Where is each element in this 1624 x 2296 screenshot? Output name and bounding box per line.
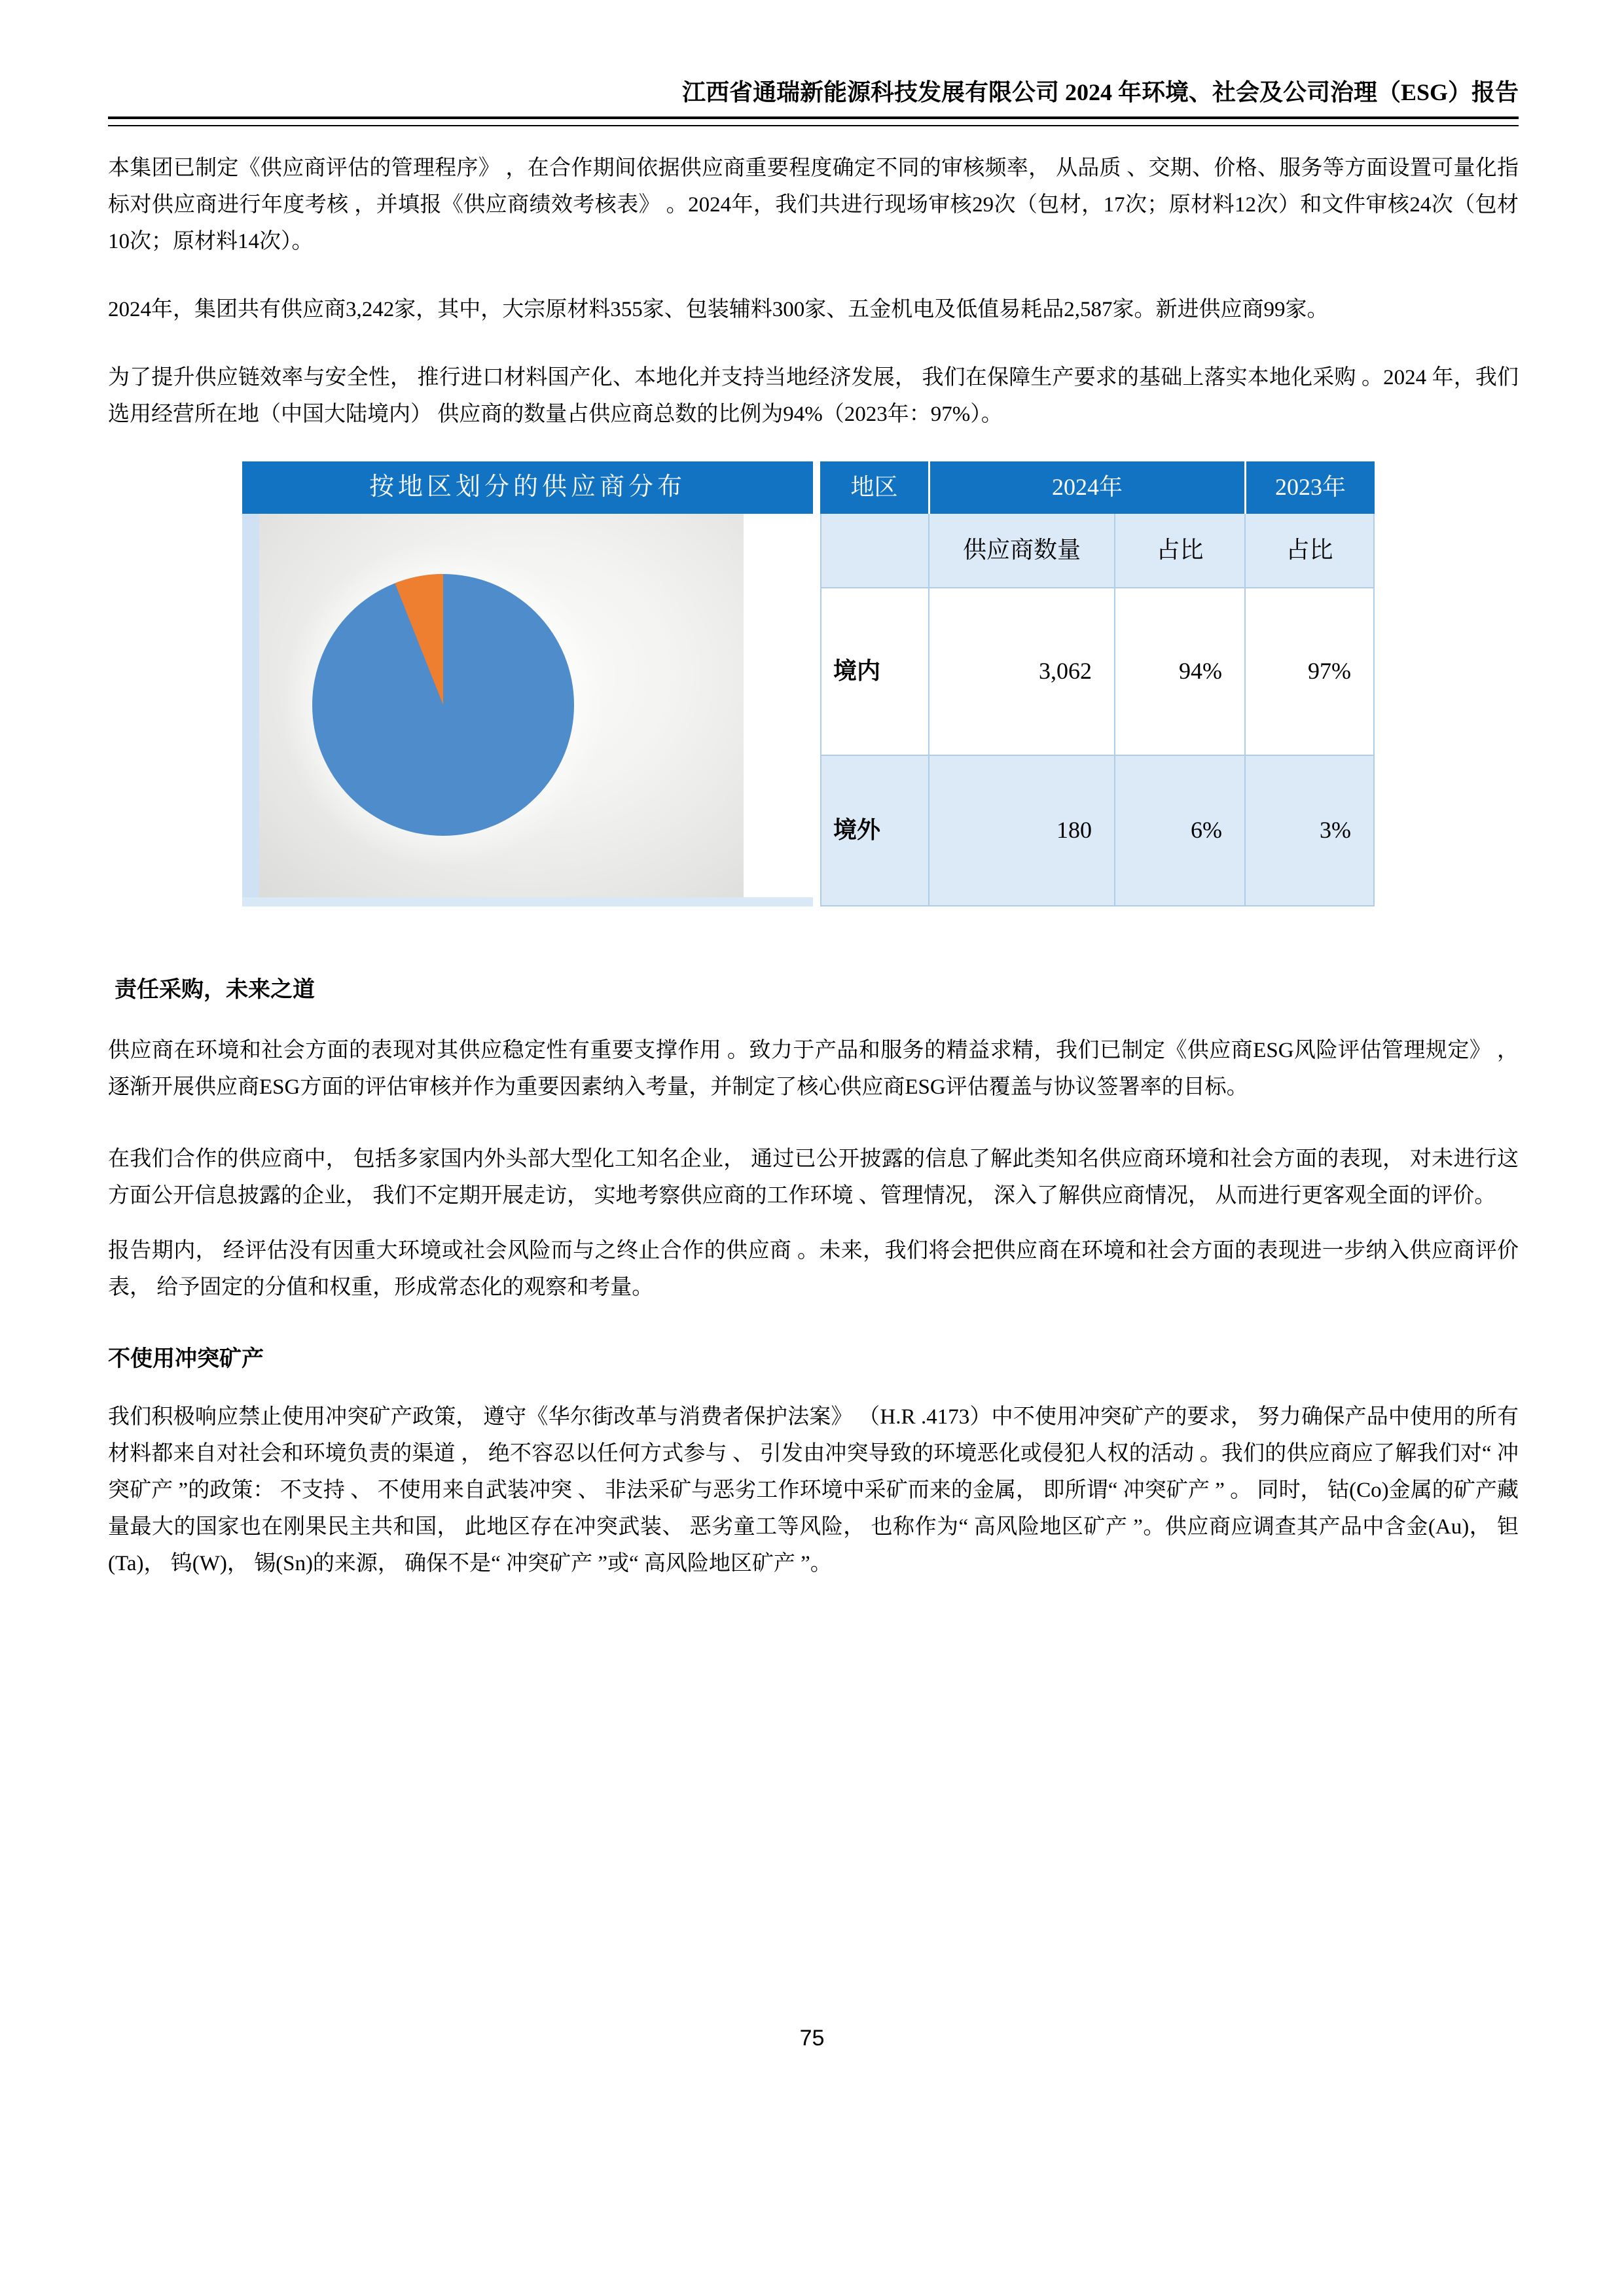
- chart-title: 按地区划分的供应商分布: [242, 461, 813, 514]
- paragraph-supplier-visits: 在我们合作的供应商中， 包括多家国内外头部大型化工知名企业， 通过已公开披露的信息了解此类知名供应商环境和社会方面的表现， 对未进行这方面公开信息披露的企业， 我们不定期开展走访， 实地考察供应商的工作环境 、管理情况， 深入了解供应商情况， 从而进行更客观全面的评价。: [108, 1147, 1519, 1208]
- table-subheader-empty: [820, 514, 928, 587]
- header-rule: [108, 117, 1519, 126]
- page-number: 75: [799, 2026, 825, 2051]
- pie-chart-image: [259, 514, 744, 897]
- table-subheader-share-2024: 占比: [1114, 514, 1244, 587]
- table-subheader-share-2023: 占比: [1244, 514, 1375, 587]
- paragraph-local-procurement: 为了提升供应链效率与安全性， 推行进口材料国产化、本地化并支持当地经济发展， 我们在保障生产要求的基础上落实本地化采购 。2024 年，我们选用经营所在地（中国大陆境内） 供应商的数量占供应商总数的比例为94%（2023年：97%）。: [108, 366, 1519, 426]
- report-header-title: 江西省通瑞新能源科技发展有限公司 2024 年环境、社会及公司治理（ESG）报告: [681, 79, 1519, 105]
- table-row-overseas-region: 境外: [820, 755, 928, 906]
- table-row-overseas-share-2024: 6%: [1114, 755, 1244, 906]
- table-row-domestic-share-2023: 97%: [1244, 587, 1375, 755]
- supplier-distribution-figure: [242, 461, 1375, 906]
- chart-left-strip: [242, 514, 259, 906]
- table-subheader-count: 供应商数量: [928, 514, 1114, 587]
- pie-chart: [259, 514, 744, 897]
- figure-gap: [813, 461, 820, 906]
- table-header-2024: 2024年: [928, 461, 1244, 514]
- table-row-domestic-region: 境内: [820, 587, 928, 755]
- paragraph-conflict-minerals-policy: 我们积极响应禁止使用冲突矿产政策， 遵守《华尔街改革与消费者保护法案》 （H.R .4173）中不使用冲突矿产的要求， 努力确保产品中使用的所有材料都来自对社会和环境负责的渠道 ， 绝不容忍以任何方式参与 、 引发由冲突导致的环境恶化或侵犯人权的活动 。我们的供应商应了解我们对“ 冲突矿产 ”的政策： 不支持 、 不使用来自武装冲突 、 非法采矿与恶劣工作环境中采矿而来的金属， 即所谓“ 冲突矿产 ” 。 同时， 钴(Co)金属的矿产藏量最大的国家也在刚果民主共和国， 此地区存在冲突武装、 恶劣童工等风险， 也称作为“ 高风险地区矿产 ”。供应商应调查其产品中含金(Au)， 钽(Ta)， 钨(W)， 锡(Sn)的来源， 确保不是“ 冲突矿产 ”或“ 高风险地区矿产 ”。: [108, 1405, 1519, 1575]
- table-row-overseas-count: 180: [928, 755, 1114, 906]
- table-row-domestic-share-2024: 94%: [1114, 587, 1244, 755]
- paragraph-reporting-period: 报告期内， 经评估没有因重大环境或社会风险而与之终止合作的供应商 。未来，我们将会把供应商在环境和社会方面的表现进一步纳入供应商评价表， 给予固定的分值和权重，形成常态化的观察和考量。: [108, 1239, 1519, 1299]
- paragraph-supplier-assessment: 本集团已制定《供应商评估的管理程序》 ，在合作期间依据供应商重要程度确定不同的审核频率， 从品质 、交期、价格、服务等方面设置可量化指标对供应商进行年度考核 ，并填报《供应商绩效考核表》 。2024年，我们共进行现场审核29次（包材，17次；原材料12次）和文件审核24次（包材10次；原材料14次）。: [108, 156, 1519, 253]
- section-heading-responsible-sourcing: 责任采购，未来之道: [115, 978, 315, 1002]
- table-header-2023: 2023年: [1244, 461, 1375, 514]
- paragraph-supplier-counts: 2024年，集团共有供应商3,242家，其中，大宗原材料355家、包装辅料300家、五金机电及低值易耗品2,587家。新进供应商99家。: [108, 298, 1329, 321]
- section-heading-conflict-minerals: 不使用冲突矿产: [108, 1347, 264, 1371]
- table-row-overseas-share-2023: 3%: [1244, 755, 1375, 906]
- pie-chart-panel: [242, 514, 813, 906]
- table-row-domestic-count: 3,062: [928, 587, 1114, 755]
- table-header-region: 地区: [820, 461, 928, 514]
- paragraph-esg-risk-regulation: 供应商在环境和社会方面的表现对其供应稳定性有重要支撑作用 。致力于产品和服务的精益求精，我们已制定《供应商ESG风险评估管理规定》 ，逐渐开展供应商ESG方面的评估审核并作为重要因素纳入考量，并制定了核心供应商ESG评估覆盖与协议签署率的目标。: [108, 1039, 1519, 1099]
- chart-bottom-strip: [242, 897, 813, 906]
